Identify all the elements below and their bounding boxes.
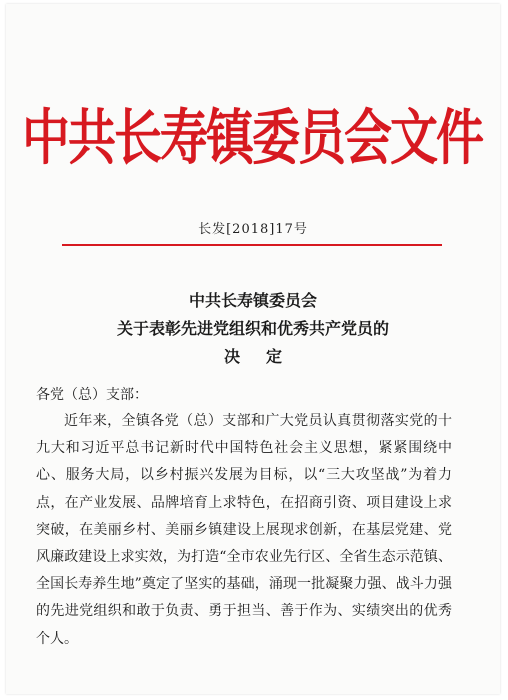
salutation: 各党（总）支部： [36,387,148,403]
title-decision: 决定 [223,347,308,366]
document-number: 长发[2018]17号 [198,222,308,237]
document-page [6,4,500,694]
title-subject: 关于表彰先进党组织和优秀共产党员的 [116,319,389,338]
body-paragraph: 近年来，全镇各党（总）支部和广大党员认真贯彻落实党的十九大和习近平总书记新时代中国特色社会主义思想，紧紧围绕中心、服务大局，以乡村振兴发展为目标，以“三大攻坚战”为着力点，在产业发展、品牌培育上求特色，在招商引资、项目建设上求突破，在美丽乡村、美丽乡镇建设上展现求创新，在基层党建、党风廉政建设上求实效，为打造“全市农业先行区、全省生态示范镇、全国长寿养生地”奠定了坚实的基础，涌现一批凝聚力强、战斗力强的先进党组织和敢于负责、勇于担当、善于作为、实绩突出的优秀个人。 [36,413,452,647]
document-banner-title: 中共长寿镇委员会文件 [22,102,483,173]
red-divider-line [62,244,442,246]
title-issuer: 中共长寿镇委员会 [188,291,317,310]
